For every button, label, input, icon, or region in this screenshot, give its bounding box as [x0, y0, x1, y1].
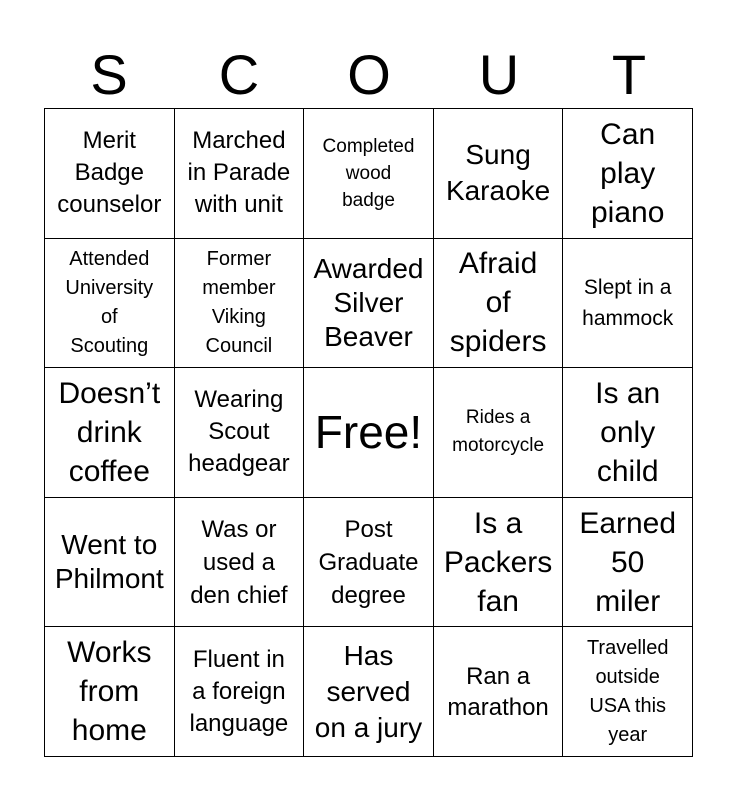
cell-text: Merit Badge counselor	[57, 127, 162, 219]
header-letter-u: U	[478, 43, 520, 106]
bingo-cell[interactable]	[175, 368, 305, 498]
bingo-cell[interactable]	[563, 627, 693, 757]
bingo-cell[interactable]	[175, 498, 305, 628]
cell-text: Afraid of spiders	[449, 247, 547, 359]
header-letter-c: C	[218, 43, 260, 106]
free-space: Free!	[314, 406, 423, 459]
cell-text: Fluent in a foreign language	[189, 645, 289, 737]
bingo-card-grid	[44, 108, 693, 757]
cell-text: Former member Viking Council	[202, 247, 276, 357]
cell-text: Went to Philmont	[54, 529, 164, 595]
bingo-cell[interactable]	[304, 498, 434, 628]
cell-text: Travelled outside USA this year	[586, 636, 669, 746]
cell-text: Completed wood badge	[322, 135, 415, 211]
bingo-cell[interactable]	[563, 239, 693, 369]
bingo-cell[interactable]	[45, 498, 175, 628]
bingo-cell[interactable]	[304, 239, 434, 369]
cell-text: Works from home	[67, 636, 152, 748]
cell-text: Was or used a den chief	[190, 515, 288, 609]
bingo-cell[interactable]	[175, 627, 305, 757]
cell-text: Awarded Silver Beaver	[313, 252, 424, 352]
cell-text: Is an only child	[595, 376, 661, 488]
bingo-cell[interactable]	[434, 498, 564, 628]
bingo-cell[interactable]	[45, 239, 175, 369]
bingo-cell[interactable]	[563, 109, 693, 239]
cell-text: Has served on a jury	[314, 639, 423, 743]
cell-text: Sung Karaoke	[445, 139, 551, 207]
bingo-cell[interactable]	[45, 368, 175, 498]
header-letter-t: T	[611, 43, 647, 106]
bingo-cell[interactable]	[175, 109, 305, 239]
bingo-cell[interactable]	[434, 239, 564, 369]
cell-text: Wearing Scout headgear	[188, 386, 290, 478]
bingo-cell[interactable]	[304, 627, 434, 757]
cell-text: Can play piano	[590, 117, 665, 229]
header-letter-s: S	[90, 43, 128, 106]
bingo-cell[interactable]	[304, 109, 434, 239]
cell-text: Is a Packers fan	[443, 506, 553, 618]
cell-text: Marched in Parade with unit	[187, 127, 291, 219]
cell-text: Doesn’t drink coffee	[58, 376, 161, 488]
bingo-cell[interactable]	[45, 109, 175, 239]
bingo-header	[44, 44, 694, 106]
bingo-cell[interactable]	[563, 498, 693, 628]
cell-text: Post Graduate degree	[318, 515, 419, 609]
bingo-cell[interactable]	[434, 627, 564, 757]
bingo-cell[interactable]	[304, 368, 434, 498]
bingo-cell[interactable]	[434, 109, 564, 239]
bingo-cell[interactable]	[563, 368, 693, 498]
cell-text: Ran a marathon	[447, 662, 549, 721]
cell-text: Slept in a hammock	[582, 275, 674, 330]
cell-text: Attended University of Scouting	[65, 247, 154, 357]
header-letter-o: O	[347, 43, 391, 106]
bingo-cell[interactable]	[434, 368, 564, 498]
cell-text: Rides a motorcycle	[452, 407, 545, 457]
bingo-cell[interactable]	[45, 627, 175, 757]
cell-text: Earned 50 miler	[579, 506, 677, 618]
bingo-cell[interactable]	[175, 239, 305, 369]
